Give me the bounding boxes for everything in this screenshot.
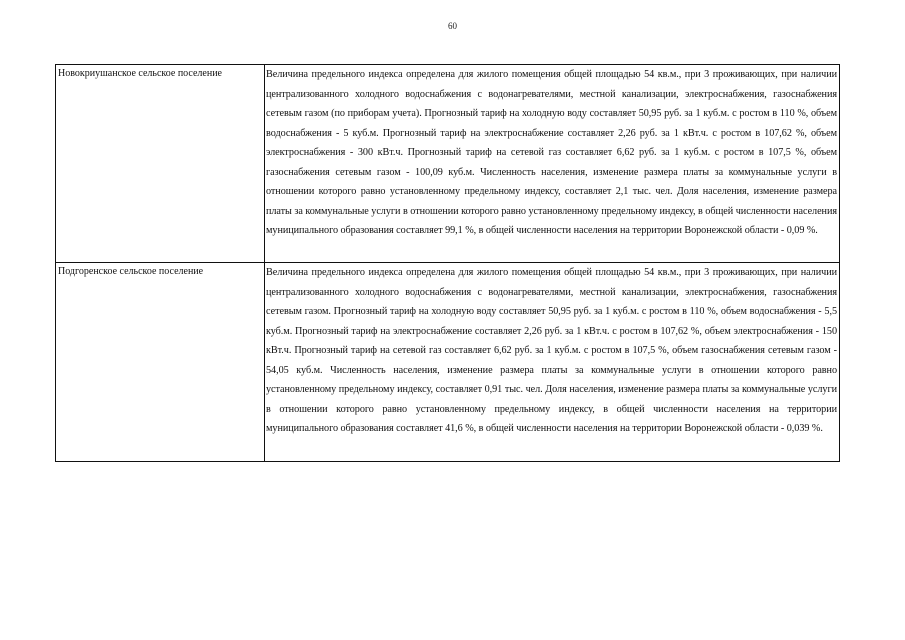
index-description-cell: Величина предельного индекса определена для жилого помещения общей площадью 54 кв.м., при 3 проживающих, при наличии централизованного холодного водоснабжения с водонагревателями, местной канализации, электроснабжения, газоснабжения сетевым газом. Прогнозный тариф на холодную воду составляет 50,95 руб. за 1 куб.м. с ростом в 110 %, объем водоснабжения - 5,5 куб.м. Прогнозный тариф на электроснабжение составляет 2,26 руб. за 1 кВт.ч. с ростом в 107,62 %, объем электроснабжения - 150 кВт.ч. Прогнозный тариф на сетевой газ составляет 6,62 руб. за 1 куб.м. с ростом в 107,5 %, объем газоснабжения сетевым газом - 54,05 куб.м. Численность населения, изменение размера платы за коммунальные услуги в отношении которого равно установленному предельному индексу, составляет 0,91 тыс. чел. Доля населения, изменение размера платы за коммунальные услуги в отношении которого равно установленному предельному индексу, в общей численности населения на территории муниципального образования составляет 41,6 %, в общей численности населения на территории Воронежской области - 0,039 %.: [265, 263, 840, 462]
table-row: [56, 65, 840, 263]
table-row: [56, 263, 840, 462]
page-number: 60: [448, 21, 457, 31]
settlement-name-cell: Подгоренское сельское поселение: [56, 263, 265, 462]
settlement-index-table: [55, 64, 840, 462]
index-description-cell: Величина предельного индекса определена для жилого помещения общей площадью 54 кв.м., при 3 проживающих, при наличии централизованного холодного водоснабжения с водонагревателями, местной канализации, электроснабжения, газоснабжения сетевым газом (по приборам учета). Прогнозный тариф на холодную воду составляет 50,95 руб. за 1 куб.м. с ростом в 110 %, объем водоснабжения - 5 куб.м. Прогнозный тариф на электроснабжение составляет 2,26 руб. за 1 кВт.ч. с ростом в 107,62 %, объем электроснабжения - 300 кВт.ч. Прогнозный тариф на сетевой газ составляет 6,62 руб. за 1 куб.м. с ростом в 107,5 %, объем газоснабжения сетевым газом - 100,09 куб.м. Численность населения, изменение размера платы за коммунальные услуги в отношении которого равно установленному предельному индексу, составляет 2,1 тыс. чел. Доля населения, изменение размера платы за коммунальные услуги в отношении которого равно установленному предельному индексу, в общей численности населения муниципального образования составляет 99,1 %, в общей численности населения на территории Воронежской области - 0,09 %.: [265, 65, 840, 263]
settlement-name-cell: Новокриушанское сельское поселение: [56, 65, 265, 263]
